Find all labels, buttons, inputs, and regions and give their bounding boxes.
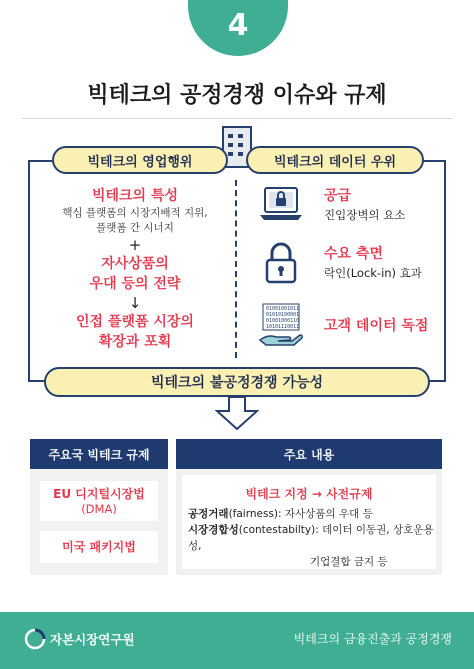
unfair-competition-pill: 빅테크의 불공정경쟁 가능성 (44, 367, 430, 397)
supply-desc: 진입장벽의 요소 (324, 208, 406, 222)
customer-data-title: 고객 데이터 독점 (324, 318, 429, 334)
plus-sign: + (128, 236, 142, 254)
supply-title: 공급 (324, 188, 352, 204)
fairness-label: 공정거래 (188, 508, 229, 520)
hand-data-icon (258, 302, 304, 348)
footer-bar (0, 612, 474, 669)
padlock-icon (258, 240, 304, 286)
details-panel (176, 439, 442, 575)
contestability-text: : 데이터 이동권, 상호운용성, (188, 524, 434, 552)
demand-item (258, 240, 438, 290)
binary-line-4: 10101110011 (266, 324, 300, 330)
binary-line-2: 01010100001 (266, 312, 300, 318)
title-divider (22, 118, 452, 119)
fairness-line (182, 506, 436, 522)
feature-desc-1: 핵심 플랫폼의 시장지배적 지위, (62, 207, 208, 219)
feature-desc-2: 플랫폼 간 시너지 (96, 222, 174, 234)
feature-title: 빅테크의 특성 (91, 188, 179, 204)
result-line-1: 인접 플랫폼 시장의 (76, 314, 194, 330)
regulation-header: 주요국 빅테크 규제 (30, 439, 168, 469)
page-title: 빅테크의 공정경쟁 이슈와 규제 (87, 83, 387, 108)
kcmi-logo-icon (24, 628, 46, 650)
regulation-panel (30, 439, 168, 575)
us-package-title: 미국 패키지법 (62, 540, 136, 554)
contestability-text-2: 기업결합 금지 등 (310, 556, 388, 568)
data-advantage-pill: 빅테크의 데이터 우위 (246, 146, 424, 174)
preference-line-1: 자사상품의 (101, 256, 169, 272)
binary-line-3: 01001000110 (266, 318, 300, 324)
column-divider (235, 180, 237, 358)
contestability-line (182, 522, 436, 554)
contestability-en: (contestabilty) (238, 524, 316, 536)
business-conduct-column (40, 186, 230, 352)
footer-report-title: 빅테크의 금융진출과 공정경쟁 (293, 632, 452, 646)
eu-dma-sub: (DMA) (81, 502, 117, 516)
details-headline: 빅테크 지정 → 사전규제 (245, 487, 373, 501)
demand-desc: 락인(Lock-in) 효과 (324, 266, 422, 280)
binary-line-1: 01001001011 (266, 306, 300, 312)
contestability-label: 시장경합성 (188, 524, 239, 536)
preference-line-2: 우대 등의 전략 (89, 276, 181, 292)
demand-title: 수요 측면 (324, 246, 383, 262)
business-conduct-pill: 빅테크의 영업행위 (52, 146, 228, 174)
details-header: 주요 내용 (176, 439, 442, 469)
eu-dma-title: EU 디지털시장법 (53, 487, 145, 501)
result-line-2: 확장과 포획 (98, 334, 172, 350)
page-number: 4 (227, 8, 249, 43)
fairness-text: : 자사상품의 우대 등 (278, 508, 373, 520)
eu-dma-card (40, 481, 158, 521)
fairness-en: (fairness) (228, 508, 279, 520)
customer-data-item (258, 302, 438, 352)
us-package-card (40, 531, 158, 563)
footer-org: 자본시장연구원 (50, 632, 135, 647)
down-arrow-symbol: ↓ (128, 294, 142, 312)
supply-item (258, 182, 438, 232)
page-number-tab (188, 0, 288, 56)
details-body (182, 475, 436, 569)
down-arrow-icon (215, 396, 259, 430)
laptop-lock-icon (258, 182, 304, 228)
